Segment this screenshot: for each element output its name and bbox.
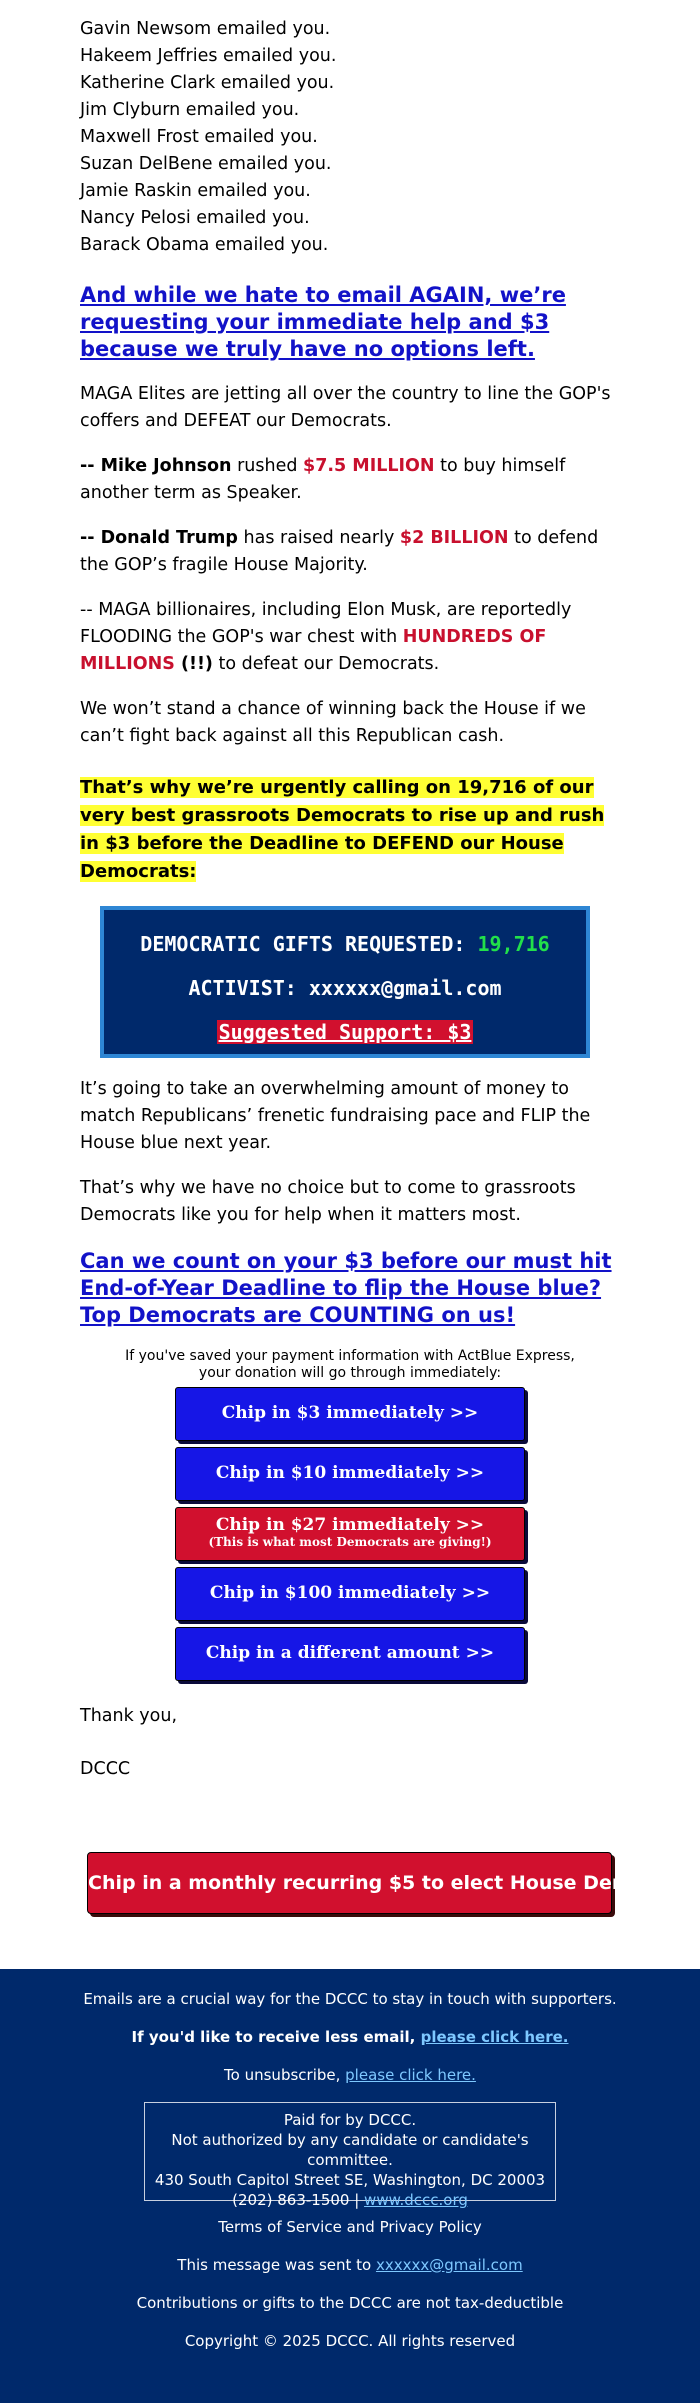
footer-text: To unsubscribe, (224, 2066, 346, 2084)
emailed-line: Nancy Pelosi emailed you. (80, 208, 310, 228)
footer-sent-to (0, 2256, 700, 2274)
text: to buy himself another term as Speaker. (80, 456, 566, 503)
chip-in-3-button[interactable]: Chip in $3 immediately >> (175, 1387, 525, 1441)
dash: -- (80, 456, 101, 476)
text: has raised nearly (237, 528, 400, 548)
highlight-text: That’s why we’re urgently calling on 19,716 of our very best grassroots Democrats to rise up and rush in $3 before the Deadline to DEFEND our House Democrats: (80, 777, 605, 882)
tax-notice: Contributions or gifts to the DCCC are not tax-deductible (136, 2294, 564, 2312)
chip-in-27-button[interactable] (175, 1507, 525, 1561)
paragraph-trump (80, 525, 620, 579)
paragraph-nochoice: That’s why we have no choice but to come to grassroots Democrats like you for help when it matters most. (80, 1178, 576, 1225)
chip-in-10-button[interactable]: Chip in $10 immediately >> (175, 1447, 525, 1501)
gift-box (100, 906, 590, 1058)
chip-in-27-sublabel: (This is what most Democrats are giving!) (208, 1535, 492, 1549)
donate-note (80, 1348, 620, 1382)
text: rushed (231, 456, 304, 476)
amount-billionaires: HUNDREDS OF MILLIONS (80, 627, 547, 674)
paragraph-chance: We won’t stand a chance of winning back the House if we can’t fight back against all this Republican cash. (80, 699, 586, 746)
unsubscribe-link[interactable]: please click here. (345, 2066, 476, 2084)
headline-link-1[interactable]: And while we hate to email AGAIN, we’re requesting your immediate help and $3 because we truly have no options left. (80, 283, 566, 361)
name-trump: Donald Trump (100, 528, 238, 548)
headline-link-2[interactable]: Can we count on your $3 before our must hit End-of-Year Deadline to flip the House blue? Top Democrats are COUNTING on us! (80, 1249, 612, 1327)
chip-in-100-button[interactable]: Chip in $100 immediately >> (175, 1567, 525, 1621)
paragraph-johnson (80, 453, 620, 507)
emailed-line: Maxwell Frost emailed you. (80, 127, 318, 147)
chip-in-other-button[interactable]: Chip in a different amount >> (175, 1627, 525, 1681)
chip-in-27-label: Chip in $27 immediately >> (215, 1515, 485, 1535)
not-authorized: Not authorized by any candidate or candidate's committee. (171, 2131, 529, 2169)
monthly-recurring-button[interactable]: Chip in a monthly recurring $5 to elect House Dems >> (87, 1852, 612, 1914)
emailed-line: Jim Clyburn emailed you. (80, 100, 300, 120)
footer-text: This message was sent to (177, 2256, 376, 2274)
amount-johnson: $7.5 MILLION (303, 456, 435, 476)
emailed-line: Hakeem Jeffries emailed you. (80, 46, 337, 66)
emailed-line: Katherine Clark emailed you. (80, 73, 335, 93)
terms-link[interactable]: Terms of Service and Privacy Policy (218, 2218, 482, 2236)
paragraph-billionaires (80, 597, 620, 678)
highlight-callout (80, 774, 620, 886)
dash: -- (80, 528, 101, 548)
suggested-support-link[interactable]: Suggested Support: $3 (218, 1020, 472, 1044)
website-link[interactable]: www.dccc.org (364, 2191, 468, 2209)
phone: (202) 863-1500 | (232, 2191, 365, 2209)
paragraph-maga: MAGA Elites are jetting all over the country to line the GOP's coffers and DEFEAT our Democrats. (80, 384, 611, 431)
suggested-support-row (104, 1010, 586, 1054)
text: to defend the GOP’s fragile House Majority. (80, 528, 599, 575)
text: to defeat our Democrats. (212, 654, 440, 674)
paid-for-box (144, 2102, 556, 2209)
address: 430 South Capitol Street SE, Washington, DC 20003 (154, 2171, 546, 2189)
email-body (80, 0, 620, 1783)
emailed-list (80, 16, 620, 259)
emailed-line: Gavin Newsom emailed you. (80, 19, 331, 39)
exclaim: (!!) (174, 654, 213, 674)
activist-email: ACTIVIST: xxxxxx@gmail.com (188, 976, 502, 1000)
text: -- MAGA billionaires, including Elon Musk, are reportedly FLOODING the GOP's war chest with (80, 600, 572, 647)
footer-text: If you'd like to receive less email, (131, 2028, 421, 2046)
footer-less-email (0, 2028, 700, 2046)
name-johnson: Mike Johnson (100, 456, 232, 476)
footer (0, 1969, 700, 2403)
gifts-requested (104, 922, 586, 966)
copyright: Copyright © 2025 DCCC. All rights reserved (184, 2332, 516, 2350)
thanks: Thank you, (80, 1706, 178, 1726)
paid-for: Paid for by DCCC. (283, 2111, 417, 2129)
amount-trump: $2 BILLION (399, 528, 509, 548)
footer-line: Emails are a crucial way for the DCCC to stay in touch with supporters. (83, 1990, 617, 2008)
gifts-count: 19,716 (477, 932, 550, 956)
donate-note-line: If you've saved your payment information with ActBlue Express, (125, 1348, 575, 1364)
contact (145, 2190, 555, 2210)
less-email-link[interactable]: please click here. (420, 2028, 569, 2046)
emailed-line: Barack Obama emailed you. (80, 235, 329, 255)
paragraph-overwhelming: It’s going to take an overwhelming amount of money to match Republicans’ frenetic fundraising pace and FLIP the House blue next year. (80, 1079, 591, 1153)
sent-to-email-link[interactable]: xxxxxx@gmail.com (375, 2256, 523, 2274)
signature: DCCC (80, 1759, 131, 1779)
emailed-line: Suzan DelBene emailed you. (80, 154, 332, 174)
footer-unsubscribe (0, 2066, 700, 2084)
gifts-label: DEMOCRATIC GIFTS REQUESTED: (140, 932, 478, 956)
emailed-line: Jamie Raskin emailed you. (80, 181, 311, 201)
donate-note-line: your donation will go through immediately: (198, 1365, 502, 1381)
